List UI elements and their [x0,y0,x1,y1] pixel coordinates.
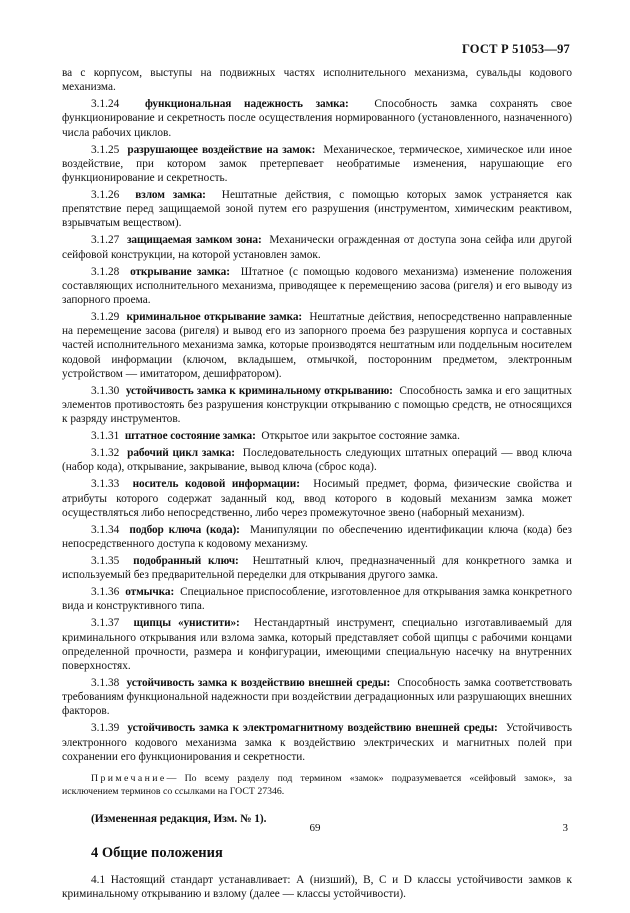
definition-number: 3.1.39 [91,722,120,735]
definition-term: криминальное открывание замка: [126,311,303,324]
definition-term: подбор ключа (кода): [129,523,240,536]
definition-term: рабочий цикл замка: [127,447,235,460]
definition-number: 3.1.30 [91,384,120,397]
definition-number: 3.1.36 [91,586,120,599]
definition-number: 3.1.33 [91,478,120,491]
definition-text: Нештатные действия, с помощью которых замок устраняется как препятствие перед защищаемой зоной путем его разрушения (инструментом, химическим реактивом, взрывчатым веществом). [62,189,573,230]
definition-item [62,143,572,186]
note [62,772,572,798]
definition-text: Нештатный ключ, предназначенный для конкретного замка и используемый без предварительной переделки для открывания другого замка. [62,555,572,582]
definition-number: 3.1.31 [91,430,120,443]
definition-item [62,585,572,613]
definition-text: Нештатные действия, непосредственно направленные на перемещение засова (ригеля) и вывод его из запорного проема без разрушения корпуса и составных частей исполнительного механизма замка, которые производятся нештатным или поддельным носителем кодовой информации (ключом, вкладышем, отмычкой, посторонним предметом, электронным устройством — имитатором, дешифратором). [62,311,573,380]
definition-item [62,310,572,381]
definition-term: отмычка: [125,586,175,599]
definition-item [62,554,572,582]
definition-text: Способность замка и его защитных элементов противостоять без разрушения конструкции открыванию с помощью средств, не относящихся к разряду инструментов. [62,384,572,426]
note-text: — По всему разделу под термином «замок» подразумевается «сейфовый замок», за исключением терминов со ссылками на ГОСТ 27346. [62,773,572,798]
page-number: 69 [309,822,321,834]
definition-text: Устойчивость электронного кодового механизма замка к воздействию электрических и магнитных полей при сохранении его функционирования и секретности. [62,722,572,763]
definition-term: функциональная надежность замка: [144,98,349,111]
definition-term: подобранный ключ: [133,555,239,568]
definition-item [62,446,572,474]
note-label: Примечание [91,773,167,785]
definition-number: 3.1.29 [91,311,120,324]
definition-text: Открытое или закрытое состояние замка. [261,430,460,443]
definition-item [62,676,572,719]
definition-term: открывание замка: [130,265,230,278]
section-heading: 4 Общие положения [91,845,223,862]
definition-item [62,429,572,443]
definition-number: 3.1.28 [91,265,120,278]
definition-text: Последовательность следующих штатных операций — ввод ключа (набор кода), открывание, закрывание, вывод ключа (сброс кода). [62,447,573,474]
definition-term: штатное состояние замка: [124,430,256,443]
definition-term: взлом замка: [135,189,206,202]
definition-item [62,188,572,231]
sheet-number: 3 [562,822,568,834]
definition-text: Нестандартный инструмент, специально изготавливаемый для криминального открывания или взлома замка, который представляет собой щипцы с рабочими концами определенной прочности, размера и конфигурации, имеющими специальную насечку на внутренних поверхностях. [62,617,572,673]
definition-number: 3.1.24 [91,98,120,111]
definition-text: Способность замка соответствовать требованиям функциональной надежности при воздействии деградационных или разрушающих внешних факторов. [62,677,572,718]
definition-number: 3.1.25 [91,143,120,156]
definition-term: устойчивость замка к воздействию внешней среды: [126,677,391,690]
definition-item [62,523,572,551]
definition-term: разрушающее воздействие на замок: [127,143,316,156]
definition-term: защищаемая замком зона: [126,234,262,247]
definition-item [62,265,572,308]
intro-paragraph: ва с корпусом, выступы на подвижных частях исполнительного механизма, сувальды кодового механизма. [62,67,572,94]
definition-text: Способность замка сохранять свое функционирование и секретность после осуществления нормированного (установленного, назначенного) числа рабочих циклов. [62,98,572,139]
definition-number: 3.1.26 [91,189,120,202]
definitions-list [62,97,572,764]
section-paragraph-number: 4.1 [91,873,106,886]
definition-item [62,384,572,427]
definition-term: щипцы «унистити»: [133,617,240,630]
definition-text: Механическое, термическое, химическое или иное воздействие, при котором замок претерпевает необратимые изменения, нарушающие его функционирование и секретность. [62,143,573,185]
definition-item [62,233,572,261]
definition-number: 3.1.32 [91,447,120,460]
definition-item [62,721,572,764]
definition-term: носитель кодовой информации: [132,478,300,491]
definition-item [62,616,572,673]
definition-term: устойчивость замка к электромагнитному воздействию внешней среды: [127,722,498,735]
definition-text: Манипуляции по обеспечению идентификации ключа (кода) без непосредственного доступа к кодовому механизму. [62,523,572,551]
definition-number: 3.1.38 [91,677,120,690]
definition-number: 3.1.27 [91,234,120,247]
document-header: ГОСТ Р 51053—97 [461,42,570,56]
definition-number: 3.1.37 [91,617,120,630]
section-paragraph [62,873,572,901]
definition-text: Механически огражденная от доступа зона сейфа или другой сейфовой конструкции, на которой установлен замок. [62,234,572,261]
document-body [62,66,572,904]
definition-number: 3.1.35 [91,555,120,568]
definition-term: устойчивость замка к криминальному открыванию: [125,384,393,397]
section-paragraph-text: Настоящий стандарт устанавливает: А (низший), В, С и D классы устойчивости замков к криминальному открыванию и взлому (далее — классы устойчивости). [62,873,573,900]
definition-number: 3.1.34 [91,523,120,536]
definition-text: Носимый предмет, форма, физические свойства и атрибуты которого содержат заданный код, ввод которого в кодовый механизм замка может осуществляться либо непосредственно, либо через промежуточное звено (наборный механизм). [62,478,572,519]
definition-text: Штатное (с помощью кодового механизма) изменение положения составляющих исполнительного механизма, приводящее к перемещению засова (ригеля) и его выводу из запорного проема. [62,265,572,307]
definition-item [62,97,572,140]
amendment-note: (Измененная редакция, Изм. № 1). [91,813,267,826]
definition-item [62,477,572,520]
definition-text: Специальное приспособление, изготовленное для открывания замка конкретного вида и конструктивного типа. [62,586,572,613]
